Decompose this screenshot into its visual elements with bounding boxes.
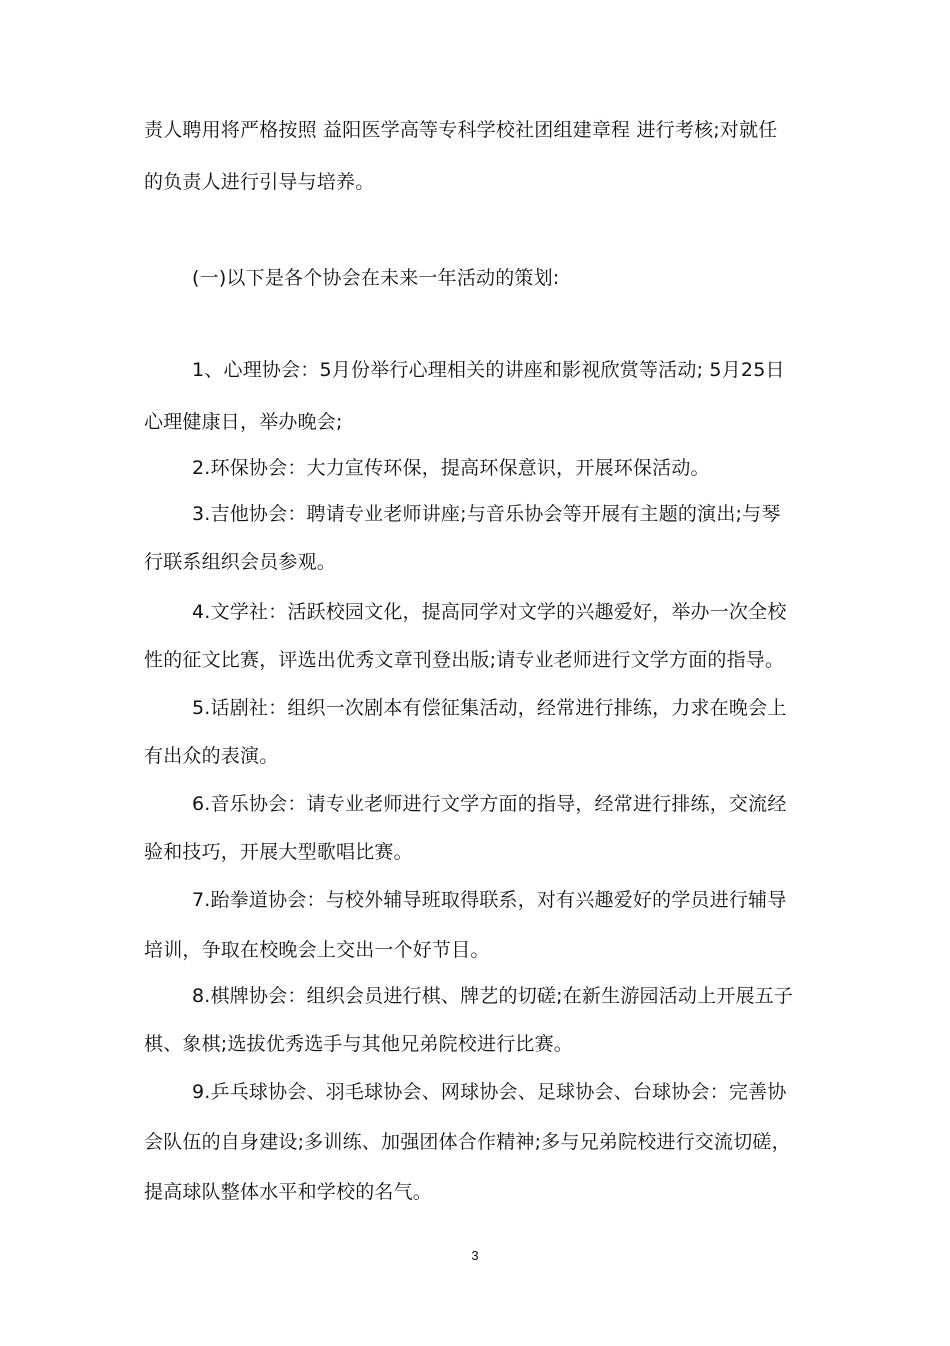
text-line: 5.话剧社：组织一次剧本有偿征集活动，经常进行排练，力求在晚会上 <box>192 697 787 719</box>
text-line: 验和技巧，开展大型歌唱比赛。 <box>144 841 413 863</box>
text-line: 8.棋牌协会：组织会员进行棋、牌艺的切磋;在新生游园活动上开展五子 <box>192 985 794 1007</box>
text-line: 3.吉他协会：聘请专业老师讲座;与音乐协会等开展有主题的演出;与琴 <box>192 503 781 525</box>
text-line: 责人聘用将严格按照 益阳医学高等专科学校社团组建章程 进行考核;对就任 <box>144 119 778 141</box>
text-line: 2.环保协会：大力宣传环保，提高环保意识，开展环保活动。 <box>192 457 710 479</box>
text-line: 7.跆拳道协会：与校外辅导班取得联系，对有兴趣爱好的学员进行辅导 <box>192 889 787 911</box>
text-line: 会队伍的自身建设;多训练、加强团体合作精神;多与兄弟院校进行交流切磋， <box>144 1131 791 1153</box>
text-line: 9.乒乓球协会、羽毛球协会、网球协会、足球协会、台球协会：完善协 <box>192 1081 787 1103</box>
text-line: 棋、象棋;选拔优秀选手与其他兄弟院校进行比赛。 <box>144 1033 574 1055</box>
text-line: 有出众的表演。 <box>144 745 279 767</box>
page-number: 3 <box>471 1248 479 1263</box>
text-line: 6.音乐协会：请专业老师进行文学方面的指导，经常进行排练，交流经 <box>192 793 787 815</box>
text-line: 的负责人进行引导与培养。 <box>144 171 375 193</box>
text-line: 心理健康日，举办晚会; <box>144 411 343 433</box>
text-line: 4.文学社：活跃校园文化，提高同学对文学的兴趣爱好，举办一次全校 <box>192 601 787 623</box>
text-line: 提高球队整体水平和学校的名气。 <box>144 1181 433 1203</box>
text-line: 性的征文比赛，评选出优秀文章刊登出版;请专业老师进行文学方面的指导。 <box>144 649 785 671</box>
text-line: 行联系组织会员参观。 <box>144 551 337 573</box>
text-line: 1、心理协会：5月份举行心理相关的讲座和影视欣赏等活动; 5月25日 <box>192 359 785 381</box>
section-heading: (一)以下是各个协会在未来一年活动的策划: <box>192 267 560 289</box>
text-line: 培训，争取在校晚会上交出一个好节目。 <box>144 939 490 961</box>
